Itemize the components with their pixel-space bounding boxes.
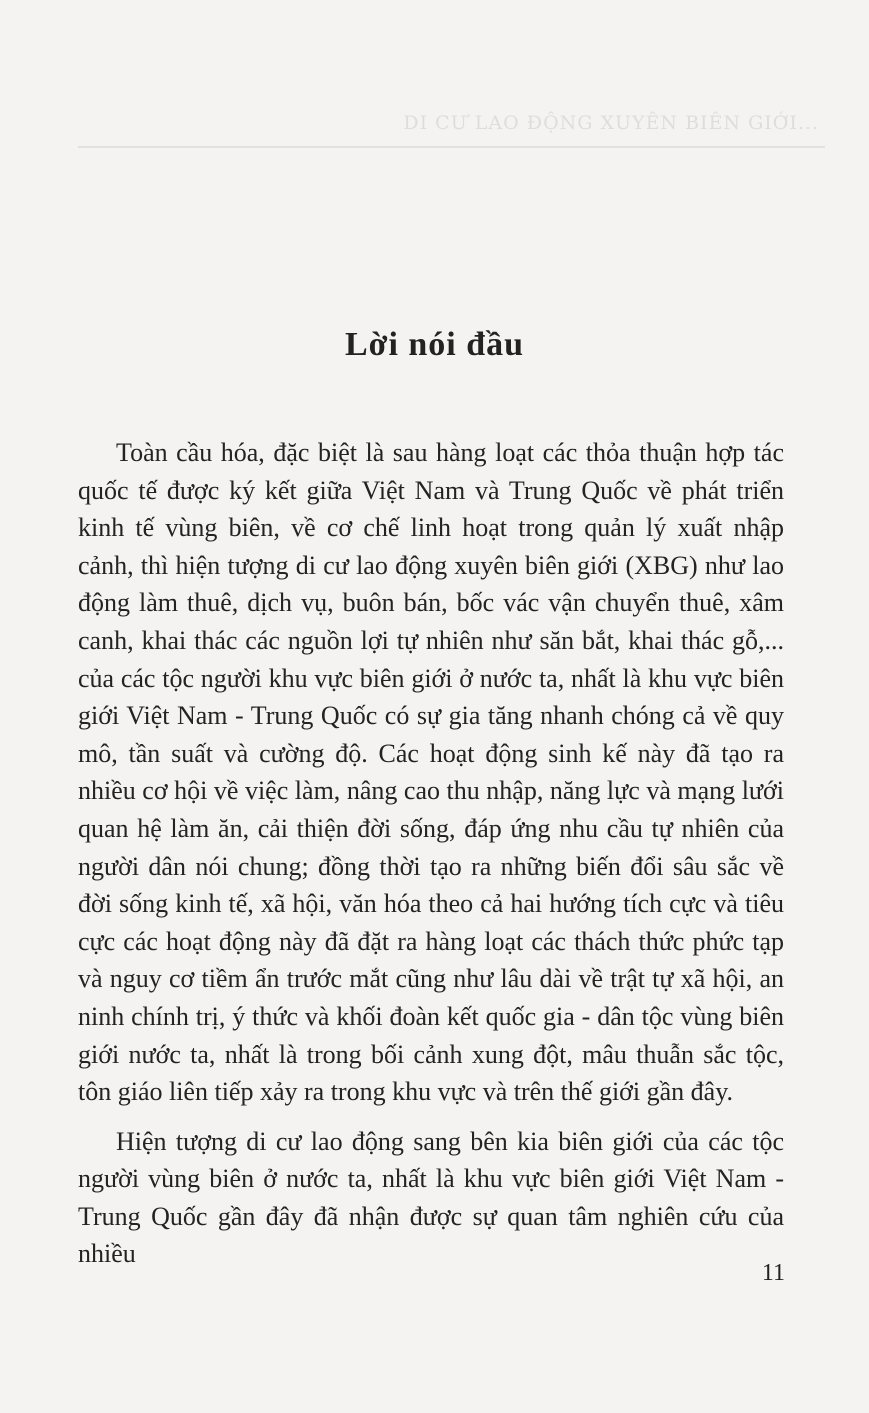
body-text [78,434,784,1273]
bleed-through-header: DI CƯ LAO ĐỘNG XUYÊN BIÊN GIỚI... [403,112,819,134]
paragraph-1: Toàn cầu hóa, đặc biệt là sau hàng loạt các thỏa thuận hợp tác quốc tế được ký kết giữa Việt Nam và Trung Quốc về phát triển kinh tế vùng biên, về cơ chế linh hoạt trong quản lý xuất nhập cảnh, thì hiện tượng di cư lao động xuyên biên giới (XBG) như lao động làm thuê, dịch vụ, buôn bán, bốc vác vận chuyển thuê, xâm canh, khai thác các nguồn lợi tự nhiên như săn bắt, khai thác gỗ,... của các tộc người khu vực biên giới ở nước ta, nhất là khu vực biên giới Việt Nam - Trung Quốc có sự gia tăng nhanh chóng cả về quy mô, tần suất và cường độ. Các hoạt động sinh kế này đã tạo ra nhiều cơ hội về việc làm, nâng cao thu nhập, năng lực và mạng lưới quan hệ làm ăn, cải thiện đời sống, đáp ứng nhu cầu tự nhiên của người dân nói chung; đồng thời tạo ra những biến đổi sâu sắc về đời sống kinh tế, xã hội, văn hóa theo cả hai hướng tích cực và tiêu cực các hoạt động này đã đặt ra hàng loạt các thách thức phức tạp và nguy cơ tiềm ẩn trước mắt cũng như lâu dài về trật tự xã hội, an ninh chính trị, ý thức và khối đoàn kết quốc gia - dân tộc vùng biên giới nước ta, nhất là trong bối cảnh xung đột, mâu thuẫn sắc tộc, tôn giáo liên tiếp xảy ra trong khu vực và trên thế giới gần đây. [78,438,784,1107]
page-heading: Lời nói đầu [344,325,525,363]
bleed-through-rule [78,146,825,148]
paragraph-2: Hiện tượng di cư lao động sang bên kia biên giới của các tộc người vùng biên ở nước ta, nhất là khu vực biên giới Việt Nam - Trung Quốc gần đây đã nhận được sự quan tâm nghiên cứu của nhiều [78,1126,784,1269]
page-number: 11 [761,1260,785,1286]
